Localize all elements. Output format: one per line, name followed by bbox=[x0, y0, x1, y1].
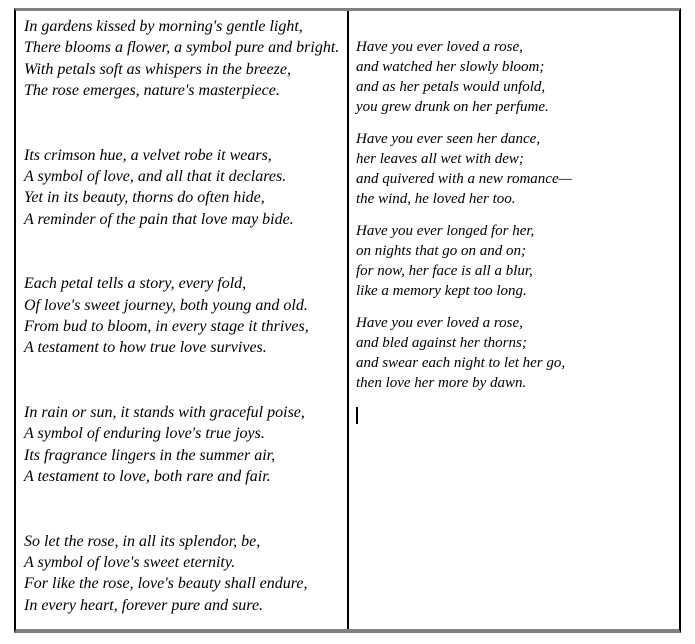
poem-line: A reminder of the pain that love may bide. bbox=[24, 210, 294, 228]
poem-line: A symbol of enduring love's true joys. bbox=[24, 425, 265, 443]
poem-line: Each petal tells a story, every fold, bbox=[24, 275, 247, 293]
poem-line: then love her more by dawn. bbox=[356, 375, 527, 391]
poem-line: So let the rose, in all its splendor, be, bbox=[24, 532, 261, 550]
poem-line: her leaves all wet with dew; bbox=[356, 151, 524, 167]
poem-line: With petals soft as whispers in the breeze, bbox=[24, 60, 291, 78]
stanza bbox=[24, 402, 341, 488]
poem-line: There blooms a flower, a symbol pure and bright. bbox=[24, 39, 340, 57]
poem-line: A testament to how true love survives. bbox=[24, 339, 267, 357]
caret-line bbox=[356, 405, 673, 425]
poem-line: A testament to love, both rare and fair. bbox=[24, 468, 271, 486]
poem-line: Have you ever loved a rose, bbox=[356, 315, 523, 331]
poem-line: like a memory kept too long. bbox=[356, 283, 527, 299]
poem-line: Its fragrance lingers in the summer air, bbox=[24, 446, 276, 464]
stanza bbox=[356, 129, 673, 209]
poem-line: The rose emerges, nature's masterpiece. bbox=[24, 82, 280, 100]
poem-line: Of love's sweet journey, both young and old. bbox=[24, 296, 308, 314]
stanza bbox=[24, 273, 341, 359]
stanza bbox=[356, 37, 673, 117]
stanza bbox=[24, 531, 341, 617]
poem-line: and as her petals would unfold, bbox=[356, 79, 546, 95]
left-poem-cell[interactable] bbox=[16, 11, 349, 629]
poem-line: In gardens kissed by morning's gentle light, bbox=[24, 18, 303, 35]
poem-line: Have you ever seen her dance, bbox=[356, 131, 541, 147]
poem-line: for now, her face is all a blur, bbox=[356, 263, 533, 279]
poem-line: A symbol of love, and all that it declares. bbox=[24, 168, 287, 186]
right-poem-cell[interactable] bbox=[349, 11, 679, 629]
stanza bbox=[356, 221, 673, 301]
text-cursor bbox=[356, 407, 358, 424]
poem-line: and quivered with a new romance— bbox=[356, 171, 572, 187]
poem-line: and swear each night to let her go, bbox=[356, 355, 566, 371]
poem-line: and bled against her thorns; bbox=[356, 335, 527, 351]
poem-line: In every heart, forever pure and sure. bbox=[24, 596, 264, 614]
poem-line: For like the rose, love's beauty shall endure, bbox=[24, 575, 308, 593]
poem-line: Its crimson hue, a velvet robe it wears, bbox=[24, 146, 272, 164]
poem-line: you grew drunk on her perfume. bbox=[356, 99, 549, 115]
poem-line: From bud to bloom, in every stage it thrives, bbox=[24, 318, 309, 336]
poem-line: the wind, he loved her too. bbox=[356, 191, 516, 207]
two-column-poem-table bbox=[14, 8, 681, 633]
poem-line: and watched her slowly bloom; bbox=[356, 59, 545, 75]
stanza bbox=[24, 145, 341, 231]
poem-line: Have you ever longed for her, bbox=[356, 223, 535, 239]
poem-line: In rain or sun, it stands with graceful poise, bbox=[24, 403, 305, 421]
poem-line: A symbol of love's sweet eternity. bbox=[24, 553, 236, 571]
poem-line: on nights that go on and on; bbox=[356, 243, 527, 259]
stanza bbox=[24, 16, 341, 102]
poem-line: Have you ever loved a rose, bbox=[356, 39, 523, 55]
stanza bbox=[356, 313, 673, 393]
poem-line: Yet in its beauty, thorns do often hide, bbox=[24, 189, 265, 207]
